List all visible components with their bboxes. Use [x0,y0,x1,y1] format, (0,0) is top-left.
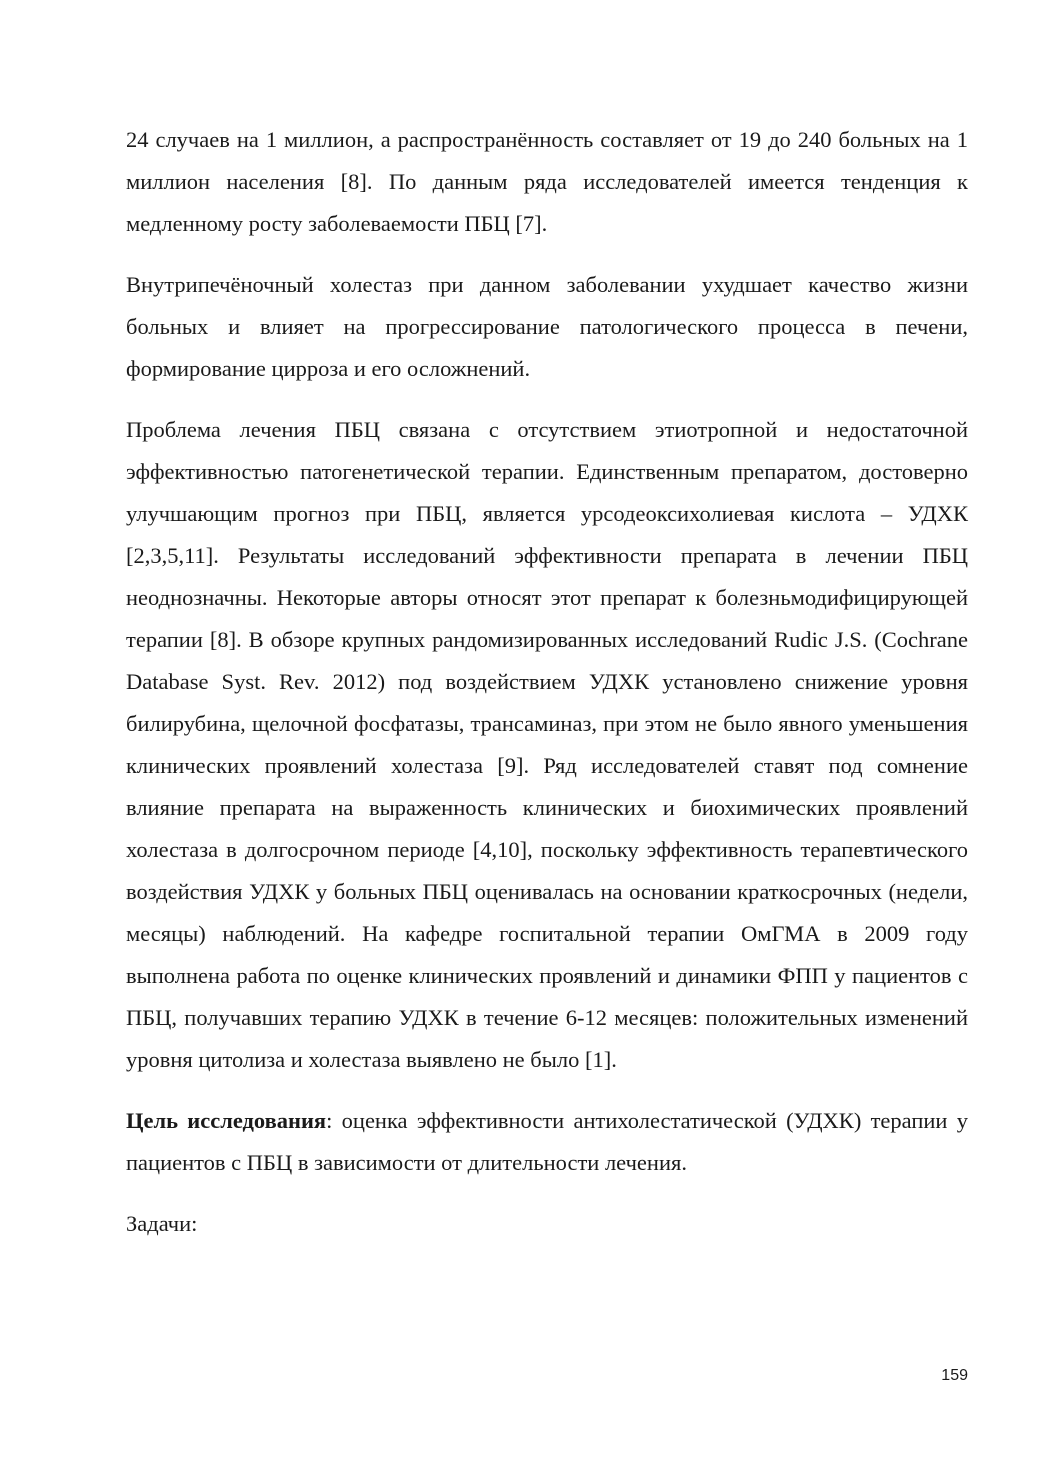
body-text [126,119,968,1264]
page-number: 159 [941,1367,968,1384]
paragraph-incidence: 24 случаев на 1 миллион, а распространённость составляет от 19 до 240 больных на 1 миллион населения [8]. По данным ряда исследователей имеется тенденция к медленному росту заболеваемости ПБЦ [7]. [126,127,968,236]
tasks-heading: Задачи: [126,1211,198,1236]
goal-text: оценка эффективности антихолестатической (УДХК) терапии у пациентов с ПБЦ в зависимости от длительности лечения. [126,1108,968,1175]
paragraph-treatment-problem: Проблема лечения ПБЦ связана с отсутствием этиотропной и недостаточной эффективностью патогенетической терапии. Единственным препаратом, достоверно улучшающим прогноз при ПБЦ, является урсодеоксихолиевая кислота – УДХК [2,3,5,11]. Результаты исследований эффективности препарата в лечении ПБЦ неоднозначны. Некоторые авторы относят этот препарат к болезньмодифицирующей терапии [8]. В обзоре крупных рандомизированных исследований Rudic J.S. (Cochrane Database Syst. Rev. 2012) под воздействием УДХК установлено снижение уровня билирубина, щелочной фосфатазы, трансаминаз, при этом не было явного уменьшения клинических проявлений холестаза [9]. Ряд исследователей ставят под сомнение влияние препарата на выраженность клинических и биохимических проявлений холестаза в долгосрочном периоде [4,10], поскольку эффективность терапевтического воздействия УДХК у больных ПБЦ оценивалась на основании краткосрочных (недели, месяцы) наблюдений. На кафедре госпитальной терапии ОмГМА в 2009 году выполнена работа по оценке клинических проявлений и динамики ФПП у пациентов с ПБЦ, получавших терапию УДХК в течение 6-12 месяцев: положительных изменений уровня цитолиза и холестаза выявлено не было [1]. [126,417,968,1072]
goal-separator: : [326,1108,333,1133]
paragraph-study-goal [126,1100,968,1184]
paragraph-cholestasis: Внутрипечёночный холестаз при данном заболевании ухудшает качество жизни больных и влияет на прогрессирование патологического процесса в печени, формирование цирроза и его осложнений. [126,272,968,381]
goal-label: Цель исследования [126,1108,327,1133]
